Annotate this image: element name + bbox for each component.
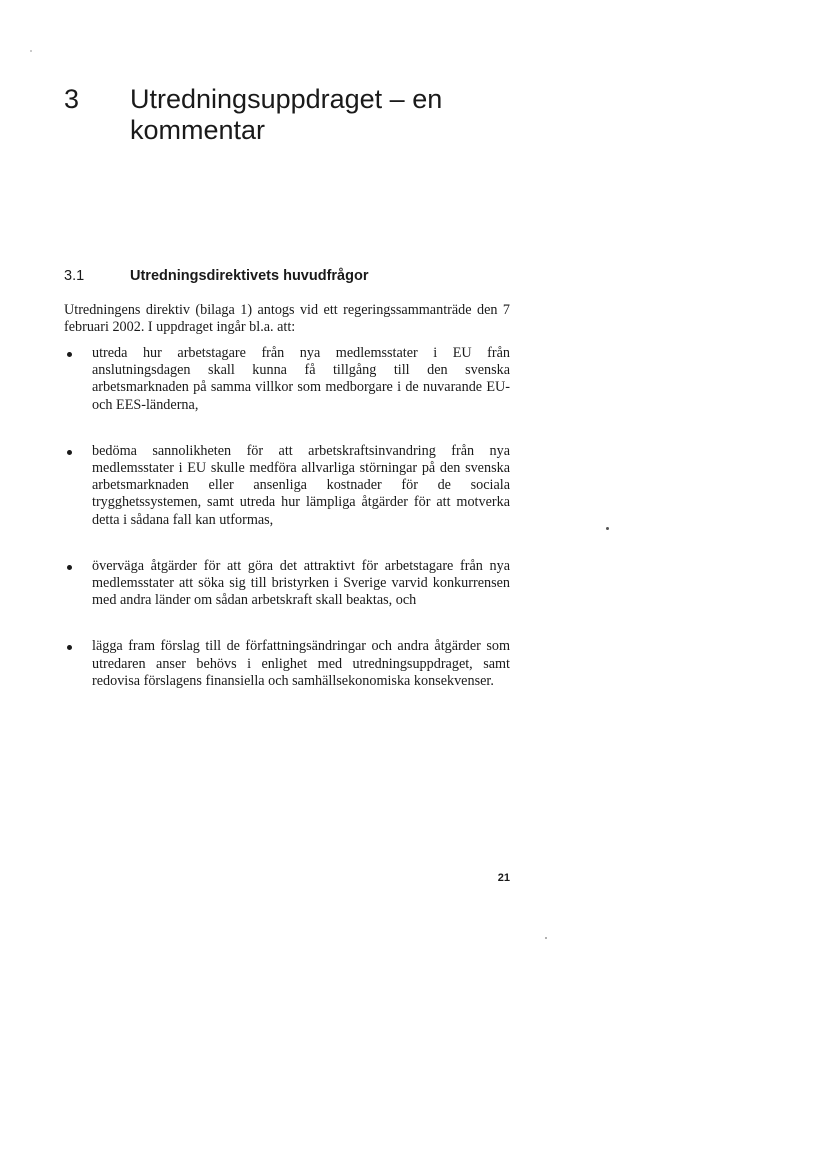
- bullet-icon: [67, 352, 72, 357]
- bullet-list: [64, 345, 510, 719]
- bullet-icon: [67, 450, 72, 455]
- list-item-text: överväga åtgärder för att göra det attraktivt för arbetstagare från nya medlemsstater att söka sig till bristyrken i Sverige varvid konkurrensen med andra länder om sådan arbetskraft skall beaktas, och: [92, 557, 510, 609]
- list-item: [64, 345, 510, 414]
- chapter-number: 3: [64, 84, 80, 114]
- list-item: [64, 558, 510, 610]
- page-number: 21: [497, 872, 510, 884]
- intro-paragraph: Utredningens direktiv (bilaga 1) antogs vid ett regeringssammanträde den 7 februari 2002. I uppdraget ingår bl.a. att:: [64, 302, 510, 336]
- section-number: 3.1: [64, 268, 85, 284]
- list-item: [64, 638, 510, 690]
- bullet-icon: [67, 645, 72, 650]
- scan-speck: [606, 527, 609, 530]
- list-item-text: utreda hur arbetstagare från nya medlemsstater i EU från anslutningsdagen skall kunna få tillgång till den svenska arbetsmarknaden på samma villkor som medborgare i de nuvarande EU- och EES-länderna,: [92, 345, 510, 413]
- bullet-icon: [67, 565, 72, 570]
- chapter-title: Utredningsuppdraget – en kommentar: [130, 84, 443, 145]
- list-item-text: bedöma sannolikheten för att arbetskraftsinvandring från nya medlemsstater i EU skulle medföra allvarliga störningar på den svenska arbetsmarknaden eller ansenliga kostnader för de sociala trygghetssystemen, samt utreda hur lämpliga åtgärder för att motverka detta i sådana fall kan utformas,: [92, 442, 510, 528]
- section-title: Utredningsdirektivets huvudfrågor: [130, 268, 369, 284]
- scan-speck: [545, 937, 547, 939]
- list-item: [64, 443, 510, 529]
- scan-speck: [30, 50, 32, 52]
- list-item-text: lägga fram förslag till de författningsändringar och andra åtgärder som utredaren anser behövs i enlighet med utredningsuppdraget, samt redovisa förslagens finansiella och samhällsekonomiska konsekvenser.: [92, 638, 510, 689]
